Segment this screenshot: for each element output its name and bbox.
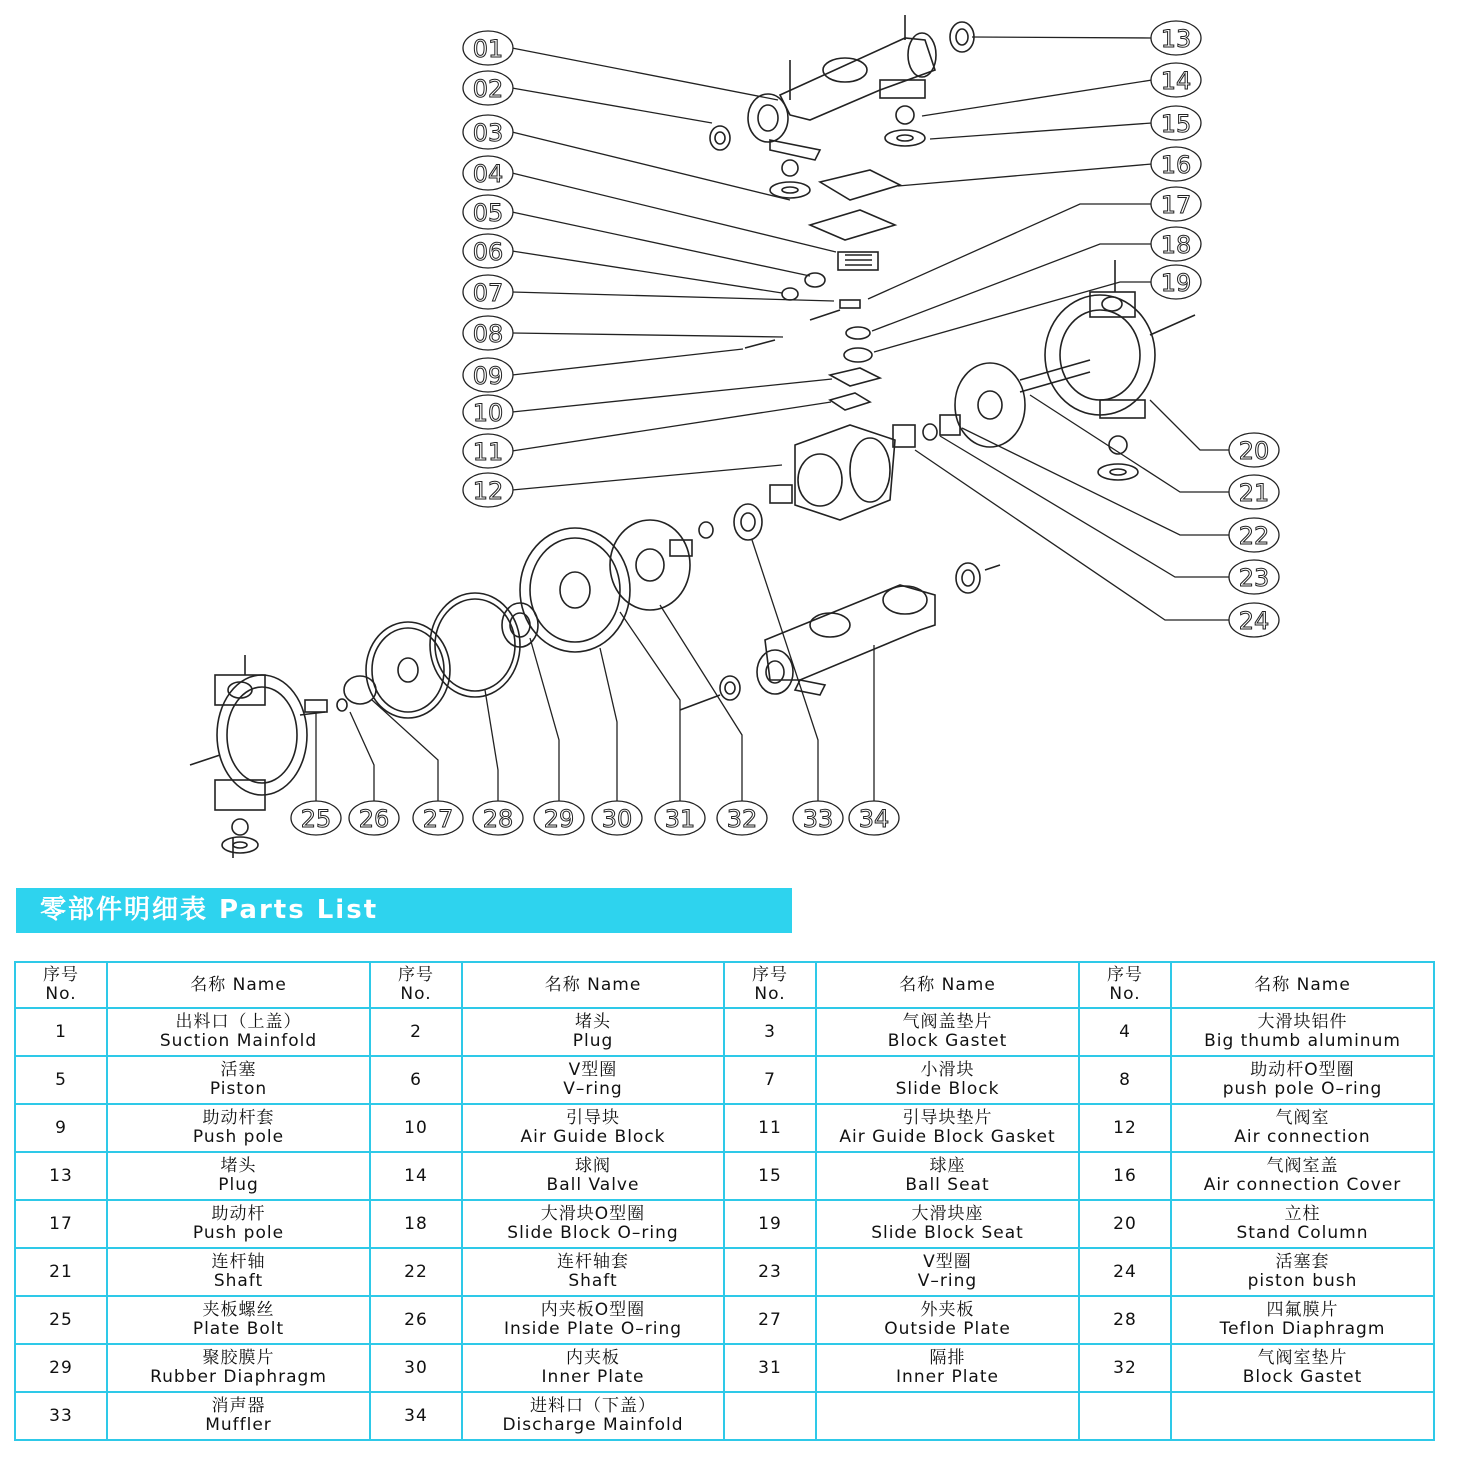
callout-03 (463, 115, 513, 149)
callout-27 (413, 801, 463, 835)
part-no: 32 (1079, 1344, 1171, 1392)
table-row (15, 1008, 1434, 1056)
empty-cell (1171, 1392, 1434, 1440)
callout-22 (1229, 518, 1279, 552)
callout-17-text: 17 (1160, 191, 1192, 219)
callout-02 (463, 71, 513, 105)
empty-cell (724, 1392, 816, 1440)
callout-15 (1151, 106, 1201, 140)
part-no: 31 (724, 1344, 816, 1392)
callout-22-text: 22 (1238, 522, 1270, 550)
callout-20-text: 20 (1238, 437, 1270, 465)
callout-28-text: 28 (482, 805, 514, 833)
callout-32 (717, 801, 767, 835)
header-no: 序号 No. (1079, 962, 1171, 1008)
header-name: 名称 Name (107, 962, 370, 1008)
callout-23-text: 23 (1238, 564, 1270, 592)
part-name: 气阀室垫片 Block Gastet (1171, 1344, 1434, 1392)
part-name: 大滑块铝件 Big thumb aluminum (1171, 1008, 1434, 1056)
callout-33-text: 33 (802, 805, 834, 833)
callout-03-text: 03 (472, 119, 504, 147)
header-no: 序号 No. (370, 962, 462, 1008)
part-name: 引导块垫片 Air Guide Block Gasket (816, 1104, 1079, 1152)
callout-17 (1151, 187, 1201, 221)
callout-08-text: 08 (472, 320, 504, 348)
callout-29 (534, 801, 584, 835)
part-name: 进料口（下盖） Discharge Mainfold (462, 1392, 724, 1440)
part-name: 活塞 Piston (107, 1056, 370, 1104)
callout-34 (849, 801, 899, 835)
callout-01 (463, 31, 513, 65)
table-header-row (15, 962, 1434, 1008)
part-name: 堵头 Plug (107, 1152, 370, 1200)
callout-07 (463, 275, 513, 309)
header-no: 序号 No. (724, 962, 816, 1008)
callout-34-text: 34 (858, 805, 890, 833)
part-no: 3 (724, 1008, 816, 1056)
part-name: 气阀室 Air connection (1171, 1104, 1434, 1152)
table-row (15, 1392, 1434, 1440)
table-row (15, 1104, 1434, 1152)
callout-25 (291, 801, 341, 835)
part-name: 气阀盖垫片 Block Gastet (816, 1008, 1079, 1056)
part-name: 球座 Ball Seat (816, 1152, 1079, 1200)
header-name: 名称 Name (816, 962, 1079, 1008)
part-name: 小滑块 Slide Block (816, 1056, 1079, 1104)
part-name: 夹板螺丝 Plate Bolt (107, 1296, 370, 1344)
part-no: 22 (370, 1248, 462, 1296)
table-row (15, 1248, 1434, 1296)
callout-13-text: 13 (1160, 25, 1192, 53)
part-no: 15 (724, 1152, 816, 1200)
part-no: 34 (370, 1392, 462, 1440)
part-no: 2 (370, 1008, 462, 1056)
callout-24-text: 24 (1238, 607, 1270, 635)
header-name: 名称 Name (1171, 962, 1434, 1008)
part-name: 助动杆 Push pole (107, 1200, 370, 1248)
callout-12 (463, 473, 513, 507)
parts-list-table (14, 961, 1435, 1441)
callout-32-text: 32 (726, 805, 758, 833)
callout-06 (463, 234, 513, 268)
part-name: 四氟膜片 Teflon Diaphragm (1171, 1296, 1434, 1344)
part-no: 28 (1079, 1296, 1171, 1344)
part-no: 14 (370, 1152, 462, 1200)
callout-28 (473, 801, 523, 835)
part-no: 13 (15, 1152, 107, 1200)
callout-10 (463, 395, 513, 429)
callout-07-text: 07 (472, 279, 504, 307)
callout-29-text: 29 (543, 805, 575, 833)
table-row (15, 1200, 1434, 1248)
callout-19-text: 19 (1160, 269, 1192, 297)
part-name: V型圈 V–ring (462, 1056, 724, 1104)
part-no: 5 (15, 1056, 107, 1104)
part-name: 活塞套 piston bush (1171, 1248, 1434, 1296)
callout-10-text: 10 (472, 399, 504, 427)
part-name: 引导块 Air Guide Block (462, 1104, 724, 1152)
part-no: 10 (370, 1104, 462, 1152)
callout-25-text: 25 (300, 805, 332, 833)
empty-cell (1079, 1392, 1171, 1440)
callout-30-text: 30 (601, 805, 633, 833)
part-name: V型圈 V–ring (816, 1248, 1079, 1296)
part-no: 30 (370, 1344, 462, 1392)
part-no: 18 (370, 1200, 462, 1248)
callout-05 (463, 195, 513, 229)
table-row (15, 1152, 1434, 1200)
part-name: 出料口（上盖） Suction Mainfold (107, 1008, 370, 1056)
table-row (15, 1056, 1434, 1104)
part-no: 23 (724, 1248, 816, 1296)
callout-19 (1151, 265, 1201, 299)
callout-05-text: 05 (472, 199, 504, 227)
part-no: 12 (1079, 1104, 1171, 1152)
part-name: 大滑块座 Slide Block Seat (816, 1200, 1079, 1248)
callout-18 (1151, 227, 1201, 261)
part-no: 24 (1079, 1248, 1171, 1296)
part-no: 16 (1079, 1152, 1171, 1200)
part-name: 内夹板O型圈 Inside Plate O–ring (462, 1296, 724, 1344)
header-no: 序号 No. (15, 962, 107, 1008)
callout-08 (463, 316, 513, 350)
part-name: 外夹板 Outside Plate (816, 1296, 1079, 1344)
empty-cell (816, 1392, 1079, 1440)
part-no: 26 (370, 1296, 462, 1344)
pump-parts-drawing (190, 15, 1195, 858)
leader-lines (316, 37, 1230, 802)
callout-06-text: 06 (472, 238, 504, 266)
part-name: 气阀室盖 Air connection Cover (1171, 1152, 1434, 1200)
callout-01-text: 01 (472, 35, 504, 63)
callout-23 (1229, 560, 1279, 594)
part-name: 助动杆套 Push pole (107, 1104, 370, 1152)
callout-26 (349, 801, 399, 835)
part-name: 球阀 Ball Valve (462, 1152, 724, 1200)
part-no: 21 (15, 1248, 107, 1296)
callout-14-text: 14 (1160, 67, 1192, 95)
table-row (15, 1344, 1434, 1392)
callout-21-text: 21 (1238, 479, 1270, 507)
callout-09 (463, 358, 513, 392)
callout-12-text: 12 (472, 477, 504, 505)
part-no: 6 (370, 1056, 462, 1104)
part-name: 内夹板 Inner Plate (462, 1344, 724, 1392)
part-no: 20 (1079, 1200, 1171, 1248)
part-name: 消声器 Muffler (107, 1392, 370, 1440)
part-name: 大滑块O型圈 Slide Block O–ring (462, 1200, 724, 1248)
part-name: 堵头 Plug (462, 1008, 724, 1056)
part-name: 聚胶膜片 Rubber Diaphragm (107, 1344, 370, 1392)
callout-16-text: 16 (1160, 151, 1192, 179)
part-no: 1 (15, 1008, 107, 1056)
part-name: 助动杆O型圈 push pole O–ring (1171, 1056, 1434, 1104)
part-no: 19 (724, 1200, 816, 1248)
callout-26-text: 26 (358, 805, 390, 833)
callout-31-text: 31 (664, 805, 696, 833)
callout-09-text: 09 (472, 362, 504, 390)
callout-04 (463, 156, 513, 190)
callout-11 (463, 434, 513, 468)
callout-04-text: 04 (472, 160, 504, 188)
part-name: 连杆轴 Shaft (107, 1248, 370, 1296)
callout-14 (1151, 63, 1201, 97)
callout-31 (655, 801, 705, 835)
callout-11-text: 11 (472, 438, 504, 466)
table-row (15, 1296, 1434, 1344)
part-name: 隔排 Inner Plate (816, 1344, 1079, 1392)
callout-21 (1229, 475, 1279, 509)
part-no: 27 (724, 1296, 816, 1344)
callout-15-text: 15 (1160, 110, 1192, 138)
part-no: 17 (15, 1200, 107, 1248)
parts-list-banner (16, 888, 792, 933)
header-name: 名称 Name (462, 962, 724, 1008)
callout-02-text: 02 (472, 75, 504, 103)
callout-18-text: 18 (1160, 231, 1192, 259)
part-no: 29 (15, 1344, 107, 1392)
part-no: 25 (15, 1296, 107, 1344)
part-no: 9 (15, 1104, 107, 1152)
part-no: 33 (15, 1392, 107, 1440)
callout-13 (1151, 21, 1201, 55)
part-name: 连杆轴套 Shaft (462, 1248, 724, 1296)
part-no: 7 (724, 1056, 816, 1104)
part-name: 立柱 Stand Column (1171, 1200, 1434, 1248)
part-no: 11 (724, 1104, 816, 1152)
callout-16 (1151, 147, 1201, 181)
callout-20 (1229, 433, 1279, 467)
parts-list-title: 零部件明细表 Parts List (40, 895, 379, 925)
callout-33 (793, 801, 843, 835)
callout-24 (1229, 603, 1279, 637)
callout-30 (592, 801, 642, 835)
part-no: 4 (1079, 1008, 1171, 1056)
part-no: 8 (1079, 1056, 1171, 1104)
callout-27-text: 27 (422, 805, 454, 833)
